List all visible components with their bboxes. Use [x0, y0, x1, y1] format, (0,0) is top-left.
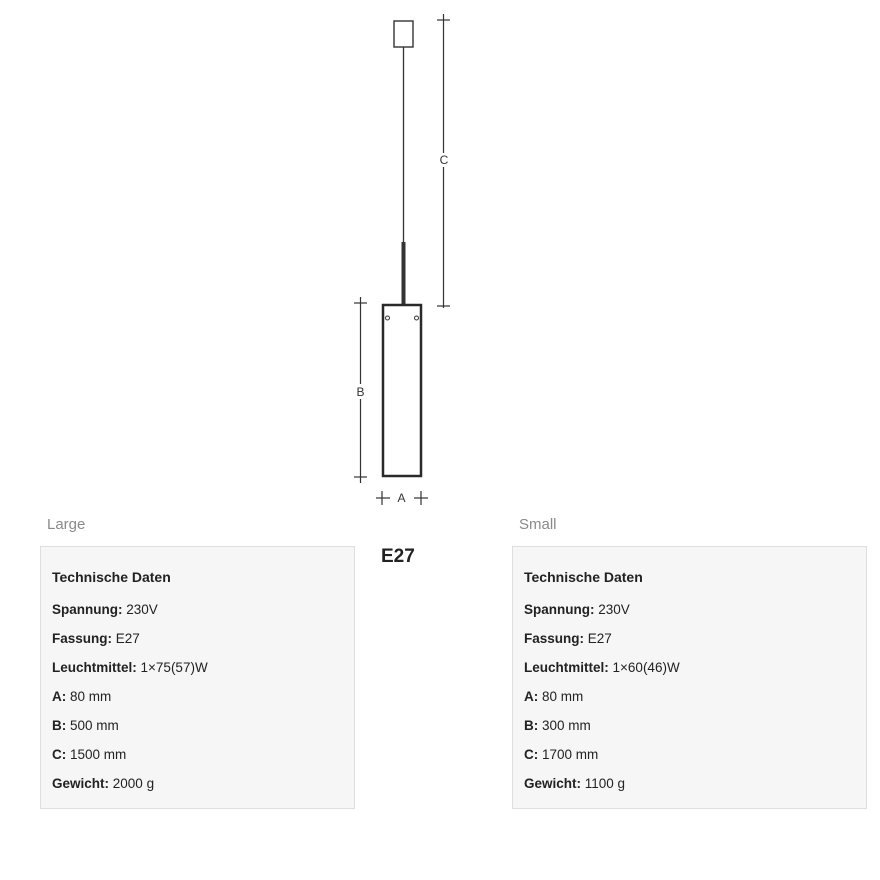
spec-heading: Technische Daten	[524, 569, 643, 585]
spec-value: 1×60(46)W	[612, 660, 680, 675]
spec-value: 80 mm	[70, 689, 112, 704]
ceiling-canopy	[394, 21, 413, 47]
spec-row-leuchtmittel	[524, 660, 855, 689]
spec-key: Leuchtmittel:	[524, 660, 609, 675]
spec-row-gewicht	[524, 776, 855, 805]
spec-row-b	[52, 718, 343, 747]
socket-title: E27	[381, 546, 415, 567]
variant-label-large: Large	[47, 516, 86, 533]
spec-row-a	[524, 689, 855, 718]
spec-row-fassung	[524, 631, 855, 660]
spec-value: 1×75(57)W	[140, 660, 208, 675]
spec-box-small	[512, 546, 867, 809]
lamp-body	[383, 305, 421, 476]
lamp-screw-left	[386, 316, 390, 320]
spec-value: 1700 mm	[542, 747, 599, 762]
spec-row-c	[52, 747, 343, 776]
variant-label-small: Small	[519, 516, 557, 533]
spec-key: Gewicht:	[52, 776, 110, 791]
spec-key: C:	[524, 747, 539, 762]
spec-value: 230V	[126, 602, 158, 617]
spec-heading: Technische Daten	[52, 569, 171, 585]
lamp-screw-right	[415, 316, 419, 320]
spec-box-large	[40, 546, 355, 809]
spec-value: E27	[587, 631, 612, 646]
spec-value: 1500 mm	[70, 747, 127, 762]
spec-value: 1100 g	[584, 776, 626, 791]
spec-key: Fassung:	[524, 631, 585, 646]
spec-value: 230V	[598, 602, 630, 617]
spec-row-spannung	[52, 602, 343, 631]
dimension-a-label: A	[397, 491, 406, 505]
spec-value: 300 mm	[542, 718, 591, 733]
spec-value: E27	[115, 631, 140, 646]
spec-row-a	[52, 689, 343, 718]
spec-key: C:	[52, 747, 67, 762]
spec-value: 80 mm	[542, 689, 584, 704]
spec-key: Spannung:	[524, 602, 595, 617]
spec-row-c	[524, 747, 855, 776]
dimension-c-label: C	[439, 153, 449, 167]
cable-grip	[402, 242, 406, 304]
spec-key: B:	[52, 718, 67, 733]
spec-row-gewicht	[52, 776, 343, 805]
spec-key: B:	[524, 718, 539, 733]
spec-value: 2000 g	[112, 776, 155, 791]
spec-key: A:	[524, 689, 539, 704]
spec-row-leuchtmittel	[52, 660, 343, 689]
spec-key: Leuchtmittel:	[52, 660, 137, 675]
spec-key: Gewicht:	[524, 776, 582, 791]
spec-row-spannung	[524, 602, 855, 631]
spec-key: Fassung:	[52, 631, 113, 646]
spec-key: A:	[52, 689, 67, 704]
dimension-b-label: B	[356, 385, 365, 399]
spec-row-fassung	[52, 631, 343, 660]
spec-row-b	[524, 718, 855, 747]
spec-key: Spannung:	[52, 602, 123, 617]
spec-value: 500 mm	[70, 718, 119, 733]
